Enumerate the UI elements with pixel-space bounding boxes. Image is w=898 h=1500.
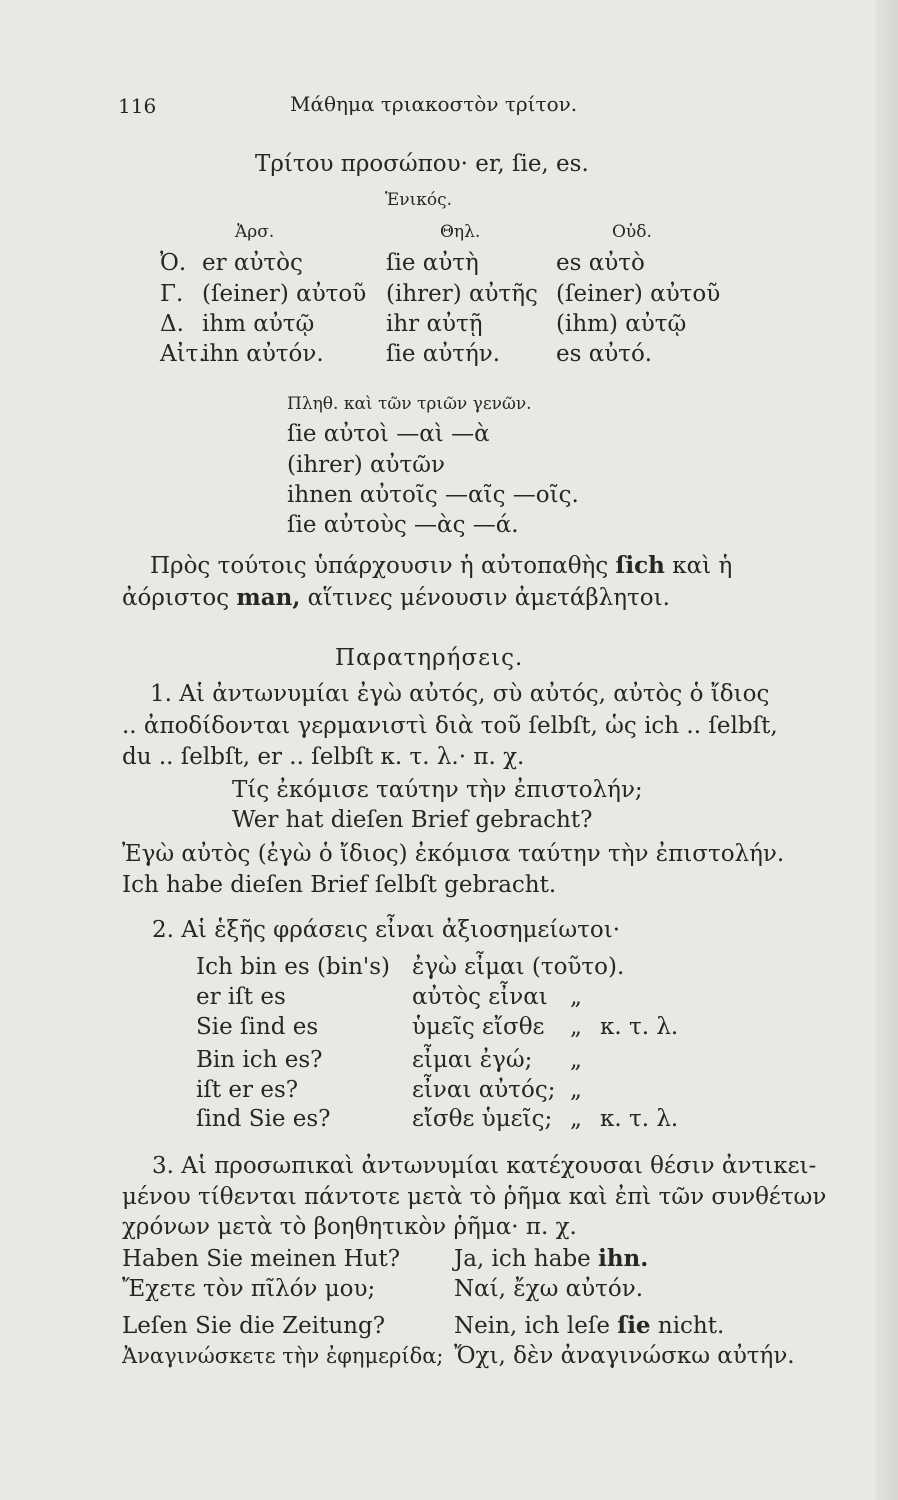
phrase-gr: εἴσθε ὑμεῖς; — [412, 1106, 553, 1132]
paragraph-line: 2. Αἱ ἑξῆς φράσεις εἶναι ἀξιοσημείωτοι· — [152, 917, 621, 943]
answer-text: nicht. — [657, 1313, 725, 1339]
singular-label: Ἑνικός. — [385, 190, 453, 210]
ditto-mark: „ — [570, 984, 582, 1010]
phrase-de: Sie ſind es — [196, 1014, 319, 1040]
phrase-gr: ὑμεῖς εἴσθε — [412, 1014, 545, 1040]
answer-pronoun: ihn. — [598, 1245, 649, 1272]
phrase-gr: ἐγὼ εἶμαι (τοῦτο). — [412, 954, 625, 980]
phrase-de: Bin ich es? — [196, 1047, 323, 1073]
gender-header-masc: Ἀρσ. — [235, 222, 275, 242]
running-title: Μάθημα τριακοστὸν τρίτον. — [290, 92, 578, 116]
fem-form: (ihrer) αὐτῆς — [386, 281, 538, 307]
paragraph-line: μένου τίθενται πάντοτε μετὰ τὸ ῥῆμα καὶ ἐπὶ τῶν συνθέτων — [122, 1184, 827, 1210]
gender-header-neut: Οὐδ. — [612, 222, 652, 242]
answer-text: Ja, ich habe — [454, 1246, 591, 1272]
phrase-gr: εἶναι αὐτός; — [412, 1077, 556, 1103]
case-label: Αἰτ. — [160, 341, 206, 367]
masc-form: ihm αὐτῷ — [202, 311, 315, 337]
paragraph-line: 3. Αἱ προσωπικαὶ ἀντωνυμίαι κατέχουσαι θέσιν ἀντικει- — [152, 1153, 817, 1179]
fem-form: ihr αὐτῇ — [386, 311, 483, 337]
phrase-de: Ich bin es (bin's) — [196, 954, 390, 980]
etc-mark: κ. τ. λ. — [600, 1014, 679, 1040]
answer — [454, 1312, 724, 1340]
example-line: Wer hat dieſen Brief gebracht? — [232, 807, 593, 833]
phrase-de: er iſt es — [196, 984, 286, 1010]
neut-form: es αὐτὸ — [556, 250, 645, 276]
plural-row: ſie αὐτοὺς —ὰς —ά. — [287, 512, 519, 538]
phrase-de: ſind Sie es? — [196, 1106, 331, 1132]
masc-form: er αὐτὸς — [202, 250, 303, 276]
neut-form: (ihm) αὐτῷ — [556, 311, 687, 337]
plural-label: Πληθ. καὶ τῶν τριῶν γενῶν. — [287, 394, 532, 414]
answer: Ὄχι, δὲν ἀναγινώσκω αὐτήν. — [454, 1343, 795, 1369]
phrase-gr: εἶμαι ἐγώ; — [412, 1047, 533, 1073]
question: Ἀναγινώσκετε τὴν ἐφημερίδα; — [122, 1344, 444, 1368]
note-text: Πρὸς τούτοις ὑπάρχουσιν ἡ αὐτοπαθὴς — [150, 553, 609, 579]
paragraph-line: .. ἀποδίδονται γερμανιστὶ διὰ τοῦ ſelbſt, ὡς ich .. ſelbſt, — [122, 713, 778, 739]
ditto-mark: „ — [570, 1106, 582, 1132]
case-label: Γ. — [160, 281, 184, 307]
page-number: 116 — [118, 94, 157, 118]
note-word-man: man, — [236, 584, 301, 611]
example-line: Ich habe dieſen Brief ſelbſt gebracht. — [122, 872, 557, 898]
note-text: ἀόριστος — [122, 585, 230, 611]
question: Haben Sie meinen Hut? — [122, 1246, 401, 1272]
plural-row: ihnen αὐτοῖς —αῖς —οῖς. — [287, 482, 579, 508]
example-line: Τίς ἐκόμισε ταύτην τὴν ἐπιστολήν; — [232, 777, 643, 803]
observations-heading: Παρατηρήσεις. — [335, 645, 524, 671]
ditto-mark: „ — [570, 1014, 582, 1040]
note-word-sich: ſich — [615, 552, 665, 579]
neut-form: (ſeiner) αὐτοῦ — [556, 281, 721, 307]
note-text: καὶ ἡ — [672, 553, 733, 579]
paragraph-line: 1. Αἱ ἀντωνυμίαι ἐγὼ αὐτός, σὺ αὐτός, αὐτὸς ὁ ἴδιος — [150, 681, 770, 707]
reflexive-note-line — [122, 584, 670, 612]
answer — [454, 1245, 648, 1273]
answer-text: Nein, ich leſe — [454, 1313, 610, 1339]
ditto-mark: „ — [570, 1077, 582, 1103]
masc-form: (ſeiner) αὐτοῦ — [202, 281, 367, 307]
case-label: Ὀ. — [160, 250, 187, 276]
plural-row: (ihrer) αὐτῶν — [287, 452, 446, 478]
case-label: Δ. — [160, 311, 184, 337]
paragraph-line: χρόνων μετὰ τὸ βοηθητικὸν ῥῆμα· π. χ. — [122, 1214, 577, 1240]
etc-mark: κ. τ. λ. — [600, 1106, 679, 1132]
reflexive-note-line — [150, 552, 732, 580]
section-title: Τρίτου προσώπου· er, ſie, es. — [255, 151, 589, 177]
masc-form: ihn αὐτόν. — [202, 341, 324, 367]
phrase-de: iſt er es? — [196, 1077, 299, 1103]
page-edge — [876, 0, 898, 1500]
plural-row: ſie αὐτοὶ —αὶ —ὰ — [287, 421, 490, 447]
answer-pronoun: ſie — [617, 1312, 651, 1339]
fem-form: ſie αὐτὴ — [386, 250, 479, 276]
note-text: αἵτινες μένουσιν ἀμετάβλητοι. — [307, 585, 670, 611]
question: Leſen Sie die Zeitung? — [122, 1313, 386, 1339]
ditto-mark: „ — [570, 1047, 582, 1073]
neut-form: es αὐτό. — [556, 341, 653, 367]
phrase-gr: αὐτὸς εἶναι — [412, 984, 548, 1010]
fem-form: ſie αὐτήν. — [386, 341, 501, 367]
question: Ἔχετε τὸν πῖλόν μου; — [122, 1276, 376, 1302]
gender-header-fem: Θηλ. — [440, 222, 481, 242]
paragraph-line: du .. ſelbſt, er .. ſelbſt κ. τ. λ.· π. χ. — [122, 744, 525, 770]
answer: Ναί, ἔχω αὐτόν. — [454, 1276, 644, 1302]
example-line: Ἐγὼ αὐτὸς (ἐγὼ ὁ ἴδιος) ἐκόμισα ταύτην τὴν ἐπιστολήν. — [122, 841, 785, 867]
